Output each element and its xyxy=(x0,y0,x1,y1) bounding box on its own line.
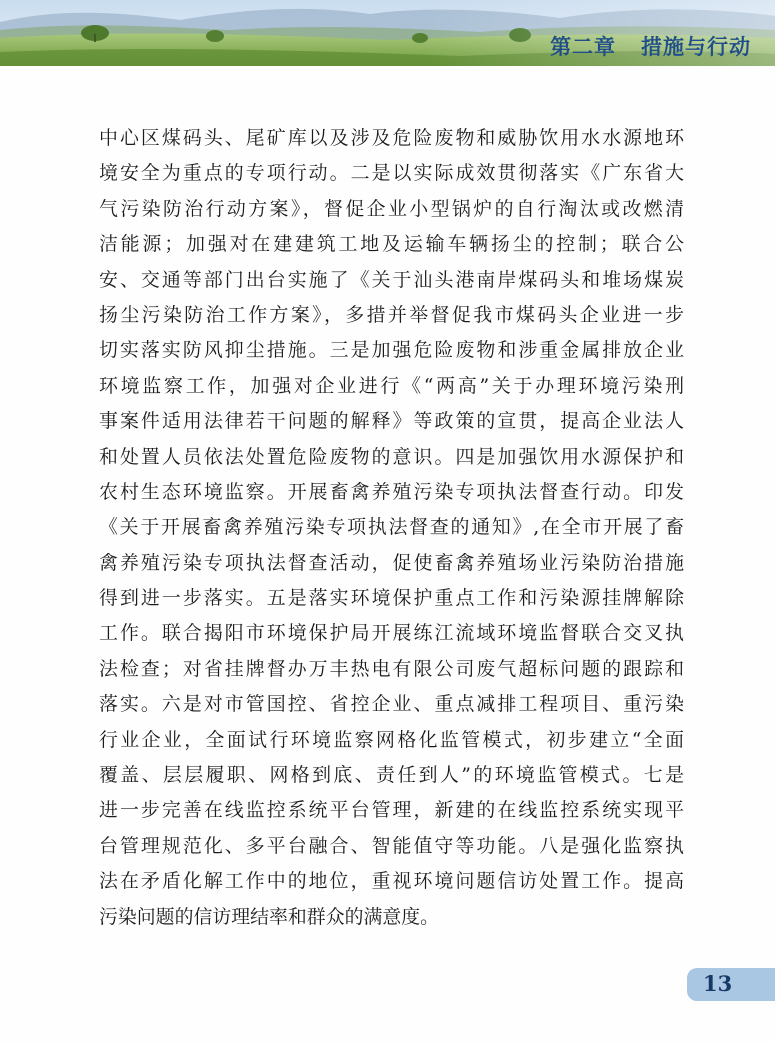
text-line: 禽养殖污染专项执法督查活动，促使畜禽养殖场业污染防治措施 xyxy=(99,551,684,574)
text-line: 进一步完善在线监控系统平台管理，新建的在线监控系统实现平 xyxy=(99,799,684,822)
text-line: 境安全为重点的专项行动。二是以实际成效贯彻落实《广东省大 xyxy=(99,162,684,185)
text-line: 和处置人员依法处置危险废物的意识。四是加强饮用水源保护和 xyxy=(99,445,684,468)
header-banner xyxy=(0,0,775,66)
text-line: 气污染防治行动方案》，督促企业小型锅炉的自行淘汰或改燃清 xyxy=(99,197,684,220)
text-line: 台管理规范化、多平台融合、智能值守等功能。八是强化监察执 xyxy=(99,834,684,857)
text-line: 《关于开展畜禽养殖污染专项执法督查的通知》,在全市开展了畜 xyxy=(99,516,684,539)
text-line: 切实落实防风抑尘措施。三是加强危险废物和涉重金属排放企业 xyxy=(99,339,684,362)
text-line: 环境监察工作，加强对企业进行《“两高”关于办理环境污染刑 xyxy=(99,374,684,397)
text-line: 落实。六是对市管国控、省控企业、重点减排工程项目、重污染 xyxy=(99,693,684,716)
text-line: 安、交通等部门出台实施了《关于汕头港南岸煤码头和堆场煤炭 xyxy=(99,268,684,291)
chapter-title: 第二章 措施与行动 xyxy=(550,35,751,59)
text-line: 覆盖、层层履职、网格到底、责任到人”的环境监管模式。七是 xyxy=(99,764,684,787)
text-line: 洁能源；加强对在建建筑工地及运输车辆扬尘的控制；联合公 xyxy=(99,233,684,256)
body-paragraph xyxy=(99,121,684,935)
text-line: 农村生态环境监察。开展畜禽养殖污染专项执法督查行动。印发 xyxy=(99,480,684,503)
text-line: 事案件适用法律若干问题的解释》等政策的宣贯，提高企业法人 xyxy=(99,410,684,433)
text-line: 法检查；对省挂牌督办万丰热电有限公司废气超标问题的跟踪和 xyxy=(99,657,684,680)
text-line: 扬尘污染防治工作方案》，多措并举督促我市煤码头企业进一步 xyxy=(99,303,684,326)
text-line: 得到进一步落实。五是落实环境保护重点工作和污染源挂牌解除 xyxy=(99,587,684,610)
text-line: 污染问题的信访理结率和群众的满意度。 xyxy=(99,905,440,928)
page-number: 13 xyxy=(703,971,733,996)
text-line: 中心区煤码头、尾矿库以及涉及危险废物和威胁饮用水水源地环 xyxy=(99,127,684,149)
text-line: 工作。联合揭阳市环境保护局开展练江流域环境监督联合交叉执 xyxy=(99,622,684,645)
text-line: 法在矛盾化解工作中的地位，重视环境问题信访处置工作。提高 xyxy=(99,870,684,893)
text-line: 行业企业，全面试行环境监察网格化监管模式，初步建立“全面 xyxy=(99,728,684,751)
